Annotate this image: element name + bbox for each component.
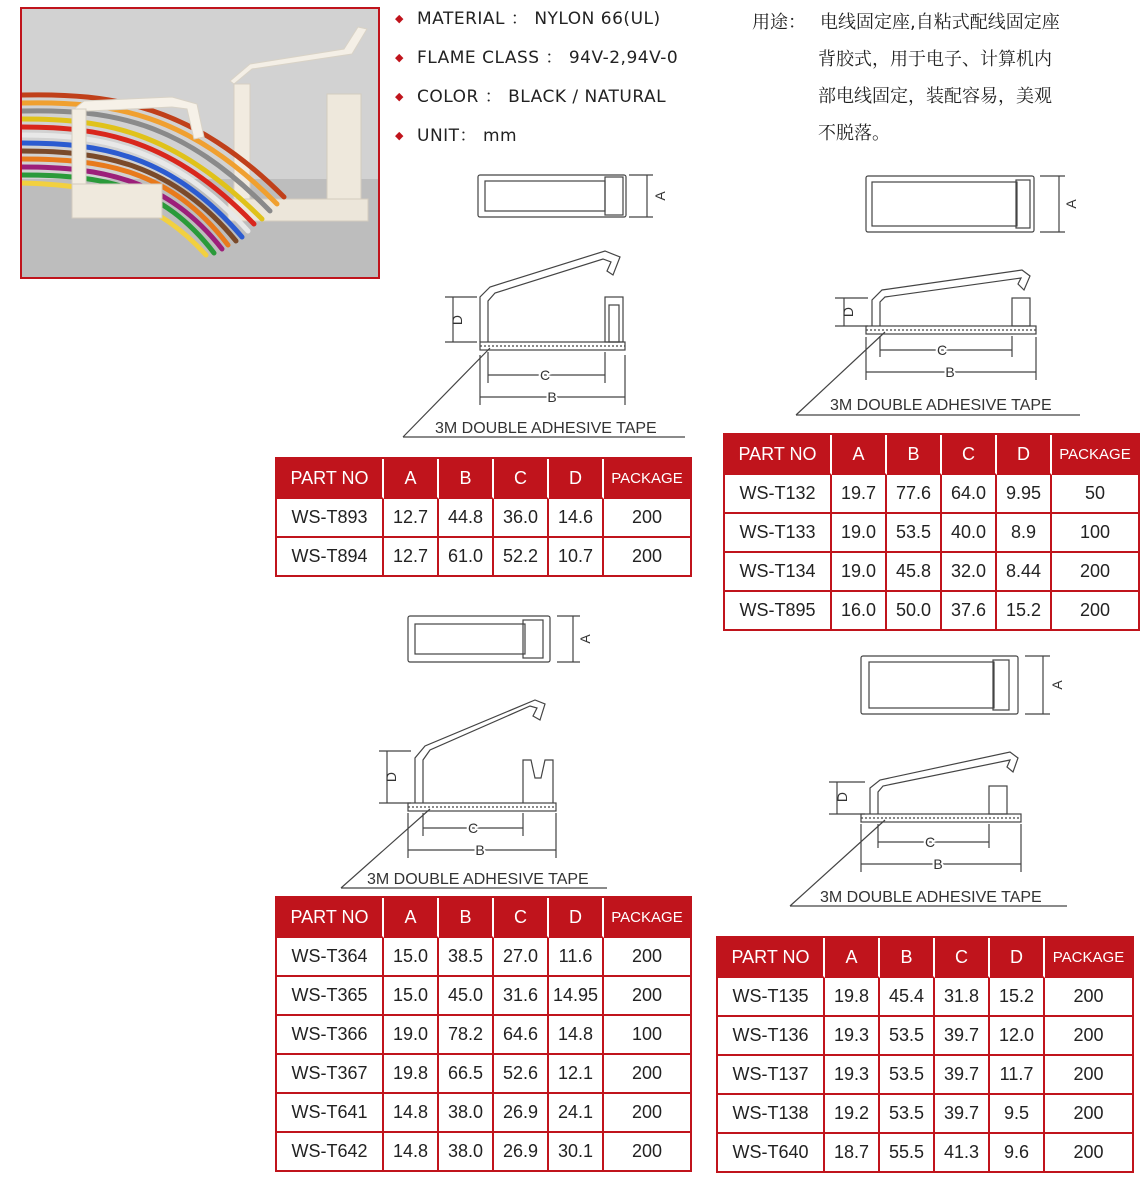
- part-no-cell: WS-T366: [277, 1016, 384, 1055]
- usage-label: 用途：: [752, 12, 806, 33]
- table-cell: 19.0: [832, 553, 887, 592]
- table-row: [725, 553, 1138, 592]
- col-header-b: B: [439, 459, 494, 499]
- table-cell: 19.3: [825, 1017, 880, 1056]
- col-header-d: D: [997, 435, 1052, 475]
- part-no-cell: WS-T135: [718, 978, 825, 1017]
- table-cell: 31.8: [935, 978, 990, 1017]
- usage-description: [752, 4, 1060, 152]
- technical-drawing-4: [785, 652, 1085, 908]
- part-no-cell: WS-T133: [725, 514, 832, 553]
- table-cell: 38.0: [439, 1133, 494, 1170]
- col-header-package: PACKAGE: [1045, 938, 1132, 978]
- dim-label-d: D: [383, 771, 399, 783]
- table-row: [277, 499, 690, 538]
- dim-label-b: B: [945, 364, 955, 380]
- table-row: [277, 1094, 690, 1133]
- table-cell: 53.5: [880, 1056, 935, 1095]
- table-cell: 78.2: [439, 1016, 494, 1055]
- col-header-part-no: PART NO: [718, 938, 825, 978]
- table-cell: 15.0: [384, 938, 439, 977]
- part-no-cell: WS-T138: [718, 1095, 825, 1134]
- usage-line-3: 部电线固定，装配容易，美观: [818, 86, 1052, 107]
- table-cell: 30.1: [549, 1133, 604, 1170]
- spec-table-3: [275, 896, 692, 1172]
- table-header-row: [718, 938, 1132, 978]
- part-no-cell: WS-T134: [725, 553, 832, 592]
- table-cell: 200: [1045, 1017, 1132, 1056]
- dim-label-c: C: [936, 342, 948, 358]
- table-cell: 41.3: [935, 1134, 990, 1171]
- table-cell: 11.7: [990, 1056, 1045, 1095]
- table-cell: 200: [604, 977, 690, 1016]
- table-cell: 200: [631, 1141, 663, 1161]
- part-no-cell: WS-T642: [277, 1133, 384, 1170]
- col-header-b: B: [887, 435, 942, 475]
- col-header-a: A: [384, 459, 439, 499]
- table-cell: 45.4: [880, 978, 935, 1017]
- table-cell: 50.0: [887, 592, 942, 629]
- part-no-cell: WS-T640: [718, 1134, 825, 1171]
- table-cell: 18.7: [825, 1134, 880, 1171]
- table-cell: 9.6: [990, 1134, 1045, 1171]
- table-cell: 200: [1079, 600, 1111, 620]
- table-cell: 15.0: [384, 977, 439, 1016]
- table-row: [718, 1095, 1132, 1134]
- col-header-c: C: [494, 459, 549, 499]
- spec-list: [395, 6, 678, 162]
- dim-label-b: B: [547, 389, 557, 405]
- col-header-a: A: [832, 435, 887, 475]
- col-header-c: C: [494, 898, 549, 938]
- dim-label-c: C: [467, 820, 479, 836]
- table-cell: 100: [604, 1016, 690, 1055]
- table-cell: 45.0: [439, 977, 494, 1016]
- tape-label: 3M DOUBLE ADHESIVE TAPE: [367, 871, 589, 888]
- table-row: [718, 1017, 1132, 1056]
- part-no-cell: WS-T367: [277, 1055, 384, 1094]
- table-cell: 11.6: [549, 938, 604, 977]
- table-cell: 8.9: [997, 514, 1052, 553]
- table-row: [277, 1133, 690, 1170]
- col-header-package: PACKAGE: [604, 898, 690, 938]
- col-header-d: D: [549, 459, 604, 499]
- table-cell: 50: [1052, 475, 1138, 514]
- table-cell: 64.6: [494, 1016, 549, 1055]
- cable-clip-photo-illustration: [22, 9, 378, 277]
- technical-drawing-2: [790, 172, 1090, 420]
- spec-table-4: [716, 936, 1134, 1173]
- dim-label-b: B: [933, 856, 943, 872]
- col-header-a: A: [825, 938, 880, 978]
- table-cell: 19.7: [832, 475, 887, 514]
- table-row: [718, 1134, 1132, 1171]
- spec-item-flame-class: ◆ FLAME CLASS ： 94V-2,94V-0: [395, 45, 678, 84]
- table-row: [277, 1016, 690, 1055]
- table-cell: 39.7: [935, 1095, 990, 1134]
- table-header-row: [277, 898, 690, 938]
- table-row: [718, 978, 1132, 1017]
- part-no-cell: WS-T132: [725, 475, 832, 514]
- col-header-part-no: PART NO: [277, 898, 384, 938]
- table-cell: 200: [604, 938, 690, 977]
- product-photo: [20, 7, 380, 279]
- table-cell: 200: [604, 1094, 690, 1133]
- table-cell: 16.0: [832, 592, 887, 629]
- table-cell: 39.7: [935, 1017, 990, 1056]
- table-row: [725, 475, 1138, 514]
- table-cell: 53.5: [887, 514, 942, 553]
- table-cell: 39.7: [935, 1056, 990, 1095]
- table-cell: 61.0: [439, 538, 494, 575]
- table-cell: 10.7: [549, 538, 604, 575]
- col-header-package: PACKAGE: [1052, 435, 1138, 475]
- table-row: [277, 977, 690, 1016]
- part-no-cell: WS-T365: [277, 977, 384, 1016]
- part-no-cell: WS-T895: [725, 592, 832, 629]
- table-cell: 12.1: [549, 1055, 604, 1094]
- table-cell: 200: [1045, 1056, 1132, 1095]
- table-cell: 19.0: [384, 1016, 439, 1055]
- col-header-c: C: [942, 435, 997, 475]
- dim-label-a: A: [652, 191, 668, 201]
- table-cell: 32.0: [942, 553, 997, 592]
- table-cell: 200: [604, 499, 690, 538]
- technical-drawing-1: [395, 165, 695, 440]
- table-cell: 15.2: [997, 592, 1052, 629]
- table-cell: 200: [1045, 978, 1132, 1017]
- table-cell: 100: [1052, 514, 1138, 553]
- col-header-a: A: [384, 898, 439, 938]
- table-cell: 14.6: [549, 499, 604, 538]
- table-row: [277, 538, 690, 575]
- table-cell: 14.8: [384, 1133, 439, 1170]
- part-no-cell: WS-T894: [277, 538, 384, 575]
- table-cell: 19.2: [825, 1095, 880, 1134]
- diamond-bullet-icon: ◆: [395, 129, 404, 142]
- table-cell: 24.1: [549, 1094, 604, 1133]
- spec-item-color: ◆ COLOR ： BLACK / NATURAL: [395, 84, 678, 123]
- col-header-c: C: [935, 938, 990, 978]
- col-header-part-no: PART NO: [725, 435, 832, 475]
- table-row: [725, 592, 1138, 629]
- table-cell: 53.5: [880, 1095, 935, 1134]
- tape-label: 3M DOUBLE ADHESIVE TAPE: [820, 889, 1042, 906]
- table-cell: 200: [1045, 1095, 1132, 1134]
- table-cell: 14.95: [549, 977, 604, 1016]
- table-cell: 31.6: [494, 977, 549, 1016]
- spec-table-1: [275, 457, 692, 577]
- spec-item-material: ◆ MATERIAL ： NYLON 66(UL): [395, 6, 678, 45]
- table-cell: 19.3: [825, 1056, 880, 1095]
- dim-label-d: D: [840, 306, 856, 318]
- table-cell: 55.5: [880, 1134, 935, 1171]
- table-row: [718, 1056, 1132, 1095]
- dim-label-c: C: [924, 834, 936, 850]
- table-cell: 14.8: [384, 1094, 439, 1133]
- usage-line-1: 电线固定座,自粘式配线固定座: [820, 12, 1060, 33]
- col-header-package: PACKAGE: [604, 459, 690, 499]
- table-cell: 38.0: [439, 1094, 494, 1133]
- dim-label-a: A: [1049, 680, 1065, 690]
- table-row: [277, 1055, 690, 1094]
- table-cell: 14.8: [549, 1016, 604, 1055]
- dim-label-a: A: [577, 634, 593, 644]
- usage-line-4: 不脱落。: [818, 123, 890, 144]
- table-cell: 52.2: [494, 538, 549, 575]
- table-cell: 200: [1052, 553, 1138, 592]
- spec-item-unit: ◆ UNIT： mm: [395, 123, 678, 162]
- technical-drawing-3: [335, 608, 625, 890]
- table-cell: 52.6: [494, 1055, 549, 1094]
- table-cell: 19.8: [825, 978, 880, 1017]
- dim-label-d: D: [834, 791, 850, 803]
- table-cell: 12.0: [990, 1017, 1045, 1056]
- table-cell: 77.6: [887, 475, 942, 514]
- part-no-cell: WS-T364: [277, 938, 384, 977]
- table-row: [725, 514, 1138, 553]
- part-no-cell: WS-T893: [277, 499, 384, 538]
- col-header-b: B: [880, 938, 935, 978]
- tape-label: 3M DOUBLE ADHESIVE TAPE: [435, 420, 657, 437]
- diamond-bullet-icon: ◆: [395, 51, 404, 64]
- table-cell: 19.8: [384, 1055, 439, 1094]
- table-cell: 45.8: [887, 553, 942, 592]
- table-cell: 40.0: [942, 514, 997, 553]
- table-cell: 27.0: [494, 938, 549, 977]
- table-cell: 15.2: [990, 978, 1045, 1017]
- table-cell: 200: [604, 1055, 690, 1094]
- table-header-row: [277, 459, 690, 499]
- tape-label: 3M DOUBLE ADHESIVE TAPE: [830, 397, 1052, 414]
- table-cell: 26.9: [494, 1094, 549, 1133]
- table-cell: 8.44: [997, 553, 1052, 592]
- col-header-d: D: [549, 898, 604, 938]
- part-no-cell: WS-T136: [718, 1017, 825, 1056]
- table-cell: 44.8: [439, 499, 494, 538]
- table-cell: 53.5: [880, 1017, 935, 1056]
- dim-label-d: D: [449, 314, 465, 326]
- table-cell: 66.5: [439, 1055, 494, 1094]
- usage-line-2: 背胶式，用于电子、计算机内: [818, 49, 1052, 70]
- table-cell: 26.9: [494, 1133, 549, 1170]
- diamond-bullet-icon: ◆: [395, 90, 404, 103]
- table-row: [277, 938, 690, 977]
- dim-label-b: B: [475, 842, 485, 858]
- table-cell: 19.0: [832, 514, 887, 553]
- table-cell: 38.5: [439, 938, 494, 977]
- table-cell: 64.0: [942, 475, 997, 514]
- table-header-row: [725, 435, 1138, 475]
- part-no-cell: WS-T137: [718, 1056, 825, 1095]
- col-header-d: D: [990, 938, 1045, 978]
- col-header-part-no: PART NO: [277, 459, 384, 499]
- dim-label-a: A: [1063, 199, 1079, 209]
- part-no-cell: WS-T641: [277, 1094, 384, 1133]
- table-cell: 200: [631, 546, 663, 566]
- table-cell: 200: [1073, 1142, 1104, 1162]
- col-header-b: B: [439, 898, 494, 938]
- table-cell: 12.7: [384, 538, 439, 575]
- spec-table-2: [723, 433, 1140, 631]
- dim-label-c: C: [539, 367, 551, 383]
- table-cell: 9.5: [990, 1095, 1045, 1134]
- diamond-bullet-icon: ◆: [395, 12, 404, 25]
- table-cell: 36.0: [494, 499, 549, 538]
- table-cell: 37.6: [942, 592, 997, 629]
- table-cell: 9.95: [997, 475, 1052, 514]
- table-cell: 12.7: [384, 499, 439, 538]
